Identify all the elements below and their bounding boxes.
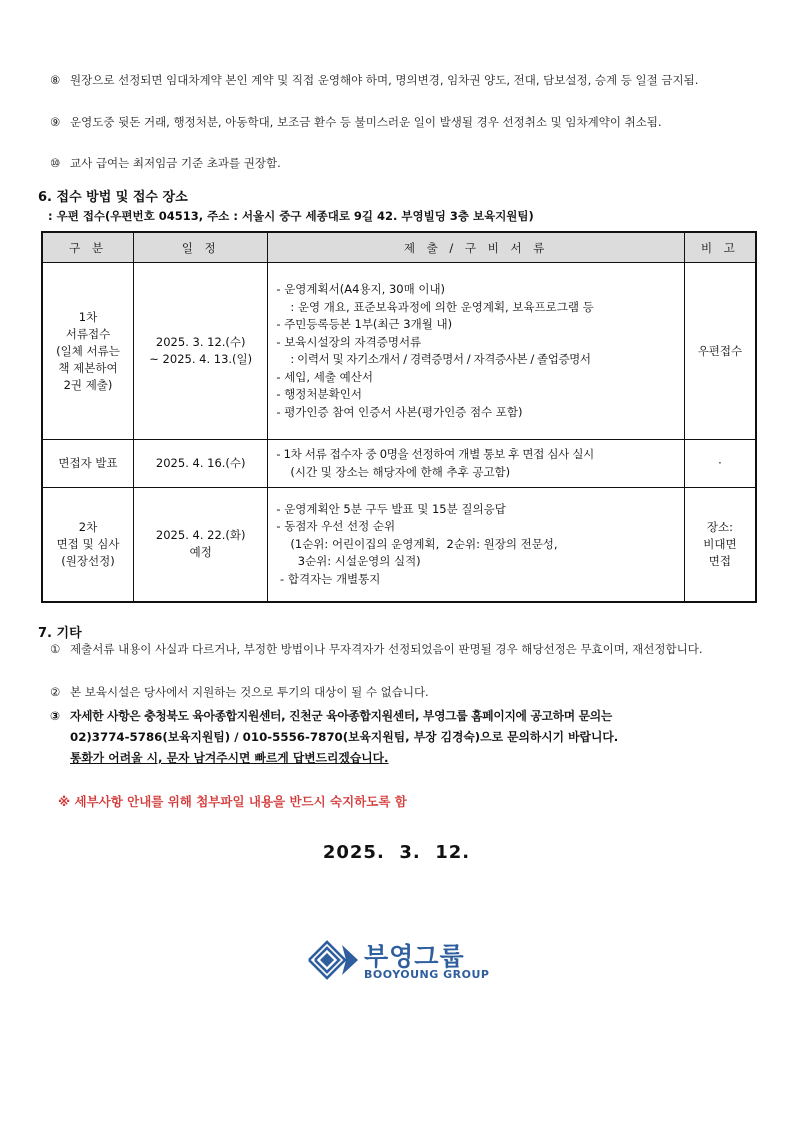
- etc-number: ③: [50, 709, 60, 723]
- header-note: 비 고: [684, 232, 756, 263]
- note-text: 운영도중 뒷돈 거래, 행정처분, 아동학대, 보조금 환수 등 불미스러운 일이 발생될 경우 선정취소 및 임차계약이 취소됨.: [70, 115, 662, 129]
- document-date: 2025. 3. 12.: [322, 842, 471, 863]
- row-schedule: [134, 440, 268, 488]
- contact-line-2: 02)3774-5786(보육지원팀) / 010-5556-7870(보육지원팀, 부장 김경숙)으로 문의하시기 바랍니다.: [70, 730, 619, 744]
- note-line: 우편접수: [697, 343, 743, 358]
- note-number: ⑩: [50, 156, 61, 170]
- attachment-notice: ※ 세부사항 안내를 위해 첨부파일 내용을 반드시 숙지하도록 함: [58, 794, 407, 809]
- document-line: - 1차 서류 접수자 중 0명을 선정하여 개별 통보 후 면접 심사 실시: [276, 447, 594, 461]
- note-line: 장소:: [706, 519, 733, 534]
- row-note: [684, 263, 756, 440]
- note-line: 면접: [708, 553, 732, 568]
- schedule-line: 예정: [189, 545, 212, 560]
- table-row-interview-announcement: [42, 440, 756, 488]
- booyoung-diamond-logo-icon: [306, 939, 360, 981]
- category-line: 서류접수: [65, 326, 111, 341]
- note-number: ⑧: [50, 73, 61, 87]
- company-logo: [306, 937, 496, 983]
- category-line: 책 제본하여: [58, 360, 118, 375]
- etc-number: ②: [50, 685, 61, 699]
- logo-korean-text: 부영그룹: [364, 942, 465, 971]
- etc-text: 제출서류 내용이 사실과 다르거나, 부정한 방법이나 무자격자가 선정되었음이 판명될 경우 해당선정은 무효이며, 재선정합니다.: [70, 642, 703, 656]
- row-documents: [268, 488, 684, 602]
- note-line: 비대면: [703, 536, 737, 551]
- category-line: 1차: [78, 309, 98, 324]
- note-number: ⑨: [50, 115, 61, 129]
- schedule-table: [41, 231, 757, 603]
- etc-text: 본 보육시설은 당사에서 지원하는 것으로 투기의 대상이 될 수 없습니다.: [70, 685, 429, 699]
- document-line: - 평가인증 참여 인증서 사본(평가인증 점수 포함): [276, 404, 523, 419]
- document-line: (시간 및 장소는 해당자에 한해 추후 공고함): [290, 464, 511, 479]
- contact-line-3: 통화가 어려울 시, 문자 남겨주시면 빠르게 답변드리겠습니다.: [70, 751, 389, 765]
- row-category: [42, 263, 134, 440]
- section-7-heading: 7. 기타: [38, 626, 82, 641]
- category-line: 2차: [78, 519, 98, 534]
- document-line: - 주민등록등본 1부(최근 3개월 내): [276, 317, 453, 331]
- section-6-heading: 6. 접수 방법 및 접수 장소: [38, 190, 188, 205]
- schedule-line: ~ 2025. 4. 13.(일): [149, 352, 253, 366]
- table-header-row: [42, 232, 756, 263]
- row-category: [42, 488, 134, 602]
- header-documents: 제 출 / 구 비 서 류: [268, 232, 684, 263]
- contact-line-1: 자세한 사항은 충청북도 육아종합지원센터, 진천군 육아종합지원센터, 부영그룹 홈페이지에 공고하며 문의는: [70, 709, 612, 723]
- schedule-line: 2025. 4. 16.(수): [155, 456, 246, 470]
- document-line: - 세입, 세출 예산서: [276, 369, 373, 384]
- header-category: 구 분: [42, 232, 134, 263]
- submission-address: : 우편 접수(우편번호 04513, 주소 : 서울시 중구 세종대로 9길 42. 부영빌딩 3층 보육지원팀): [48, 209, 534, 223]
- row-schedule: [134, 263, 268, 440]
- row-documents: [268, 263, 684, 440]
- document-line: - 운영계획서(A4용지, 30매 이내): [276, 282, 446, 296]
- schedule-line: 2025. 3. 12.(수): [155, 335, 246, 349]
- row-note: [684, 488, 756, 602]
- document-line: - 행정처분확인서: [276, 387, 362, 401]
- document-line: - 운영계획안 5분 구두 발표 및 15분 질의응답: [276, 501, 506, 516]
- row-documents: [268, 440, 684, 488]
- etc-number: ①: [50, 642, 61, 656]
- category-line: (일체 서류는: [56, 343, 120, 358]
- note-text: 교사 급여는 최저임금 기준 초과를 권장함.: [70, 156, 281, 170]
- table-row-first-round: [42, 263, 756, 440]
- document-line: - 합격자는 개별통지: [276, 571, 381, 586]
- category-line: 면접 및 심사: [56, 536, 120, 551]
- category-line: 면접자 발표: [58, 456, 118, 470]
- header-schedule: 일 정: [134, 232, 268, 263]
- category-line: 2권 제출): [63, 377, 113, 392]
- etc-text-block: [70, 706, 760, 769]
- table-row-second-round: [42, 488, 756, 602]
- row-schedule: [134, 488, 268, 602]
- document-line: (1순위: 어린이집의 운영계획, 2순위: 원장의 전문성,: [290, 536, 558, 551]
- note-text: 원장으로 선정되면 임대차계약 본인 계약 및 직접 운영해야 하며, 명의변경, 임차권 양도, 전대, 담보설정, 승계 등 일절 금지됨.: [70, 73, 699, 87]
- logo-english-text: BOOYOUNG GROUP: [364, 968, 490, 981]
- note-line: ·: [718, 456, 722, 470]
- row-note: [684, 440, 756, 488]
- schedule-line: 2025. 4. 22.(화): [155, 528, 246, 543]
- document-line: : 이력서 및 자기소개서 / 경력증명서 / 자격증사본 / 졸업증명서: [290, 352, 591, 366]
- document-line: : 운영 개요, 표준보육과정에 의한 운영계획, 보육프로그램 등: [290, 299, 594, 314]
- category-line: (원장선정): [61, 553, 115, 568]
- row-category: [42, 440, 134, 488]
- document-line: - 보육시설장의 자격증명서류: [276, 334, 422, 349]
- document-line: 3순위: 시설운영의 실적): [290, 554, 421, 568]
- document-line: - 동점자 우선 선정 순위: [276, 519, 396, 533]
